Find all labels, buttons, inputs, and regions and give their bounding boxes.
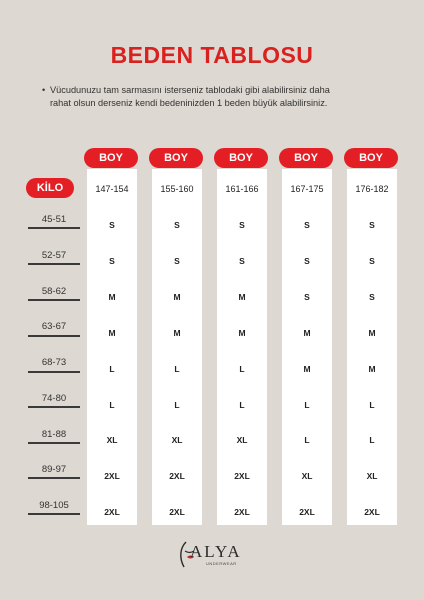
page-title: BEDEN TABLOSU (110, 42, 314, 68)
size-cell: S (369, 256, 375, 266)
size-cell: 2XL (169, 507, 185, 517)
kilo-underline (28, 299, 80, 301)
kilo-underline (28, 406, 80, 408)
size-cell: 2XL (234, 471, 250, 481)
bullet-icon: • (42, 85, 46, 95)
size-cell: XL (366, 471, 378, 481)
size-cell: M (368, 364, 376, 374)
boy-header: BOY (344, 148, 398, 168)
size-cell: L (369, 435, 375, 445)
kilo-range: 68-73 (41, 357, 67, 368)
size-cell: S (304, 292, 310, 302)
size-cell: L (239, 400, 245, 410)
kilo-range: 81-88 (41, 429, 67, 440)
kilo-range: 58-62 (41, 286, 67, 297)
size-cell: L (369, 400, 375, 410)
size-cell: L (304, 435, 310, 445)
size-cell: S (174, 220, 180, 230)
height-column (87, 169, 137, 525)
size-cell: XL (106, 435, 118, 445)
kilo-header: KİLO (26, 178, 74, 198)
brand-tagline: UNDERWEAR (206, 561, 237, 566)
size-cell: M (303, 364, 311, 374)
size-cell: L (174, 364, 180, 374)
height-column (217, 169, 267, 525)
boy-header: BOY (214, 148, 268, 168)
size-cell: L (239, 364, 245, 374)
kilo-underline (28, 263, 80, 265)
kilo-range: 74-80 (41, 393, 67, 404)
size-cell: XL (236, 435, 248, 445)
size-cell: XL (301, 471, 313, 481)
size-cell: M (303, 328, 311, 338)
boy-range: 155-160 (160, 184, 194, 194)
kilo-range: 98-105 (39, 500, 69, 511)
size-cell: 2XL (234, 507, 250, 517)
kilo-range: 63-67 (41, 321, 67, 332)
height-column (282, 169, 332, 525)
size-note-text: Vücudunuzu tam sarmasını isterseniz tablodaki gibi alabilirsiniz daha rahat olsun derseniz kendi bedeninizden 1 beden büyük alabilirsiniz. (50, 85, 330, 108)
size-cell: 2XL (169, 471, 185, 481)
size-cell: 2XL (299, 507, 315, 517)
kilo-underline (28, 227, 80, 229)
boy-range: 167-175 (290, 184, 324, 194)
size-cell: M (173, 292, 181, 302)
size-cell: S (174, 256, 180, 266)
size-cell: M (368, 328, 376, 338)
boy-header: BOY (84, 148, 138, 168)
size-cell: 2XL (104, 471, 120, 481)
size-cell: M (238, 328, 246, 338)
kilo-range: 52-57 (41, 250, 67, 261)
kilo-underline (28, 513, 80, 515)
boy-range: 176-182 (355, 184, 389, 194)
size-cell: M (238, 292, 246, 302)
brand-name: ALYA (190, 542, 242, 561)
size-cell: S (239, 256, 245, 266)
size-cell: S (304, 220, 310, 230)
height-column (152, 169, 202, 525)
boy-header: BOY (279, 148, 333, 168)
kilo-underline (28, 335, 80, 337)
boy-range: 161-166 (225, 184, 259, 194)
size-cell: L (109, 364, 115, 374)
kilo-underline (28, 442, 80, 444)
size-cell: XL (171, 435, 183, 445)
size-cell: 2XL (104, 507, 120, 517)
size-cell: 2XL (364, 507, 380, 517)
size-cell: S (239, 220, 245, 230)
kilo-range: 89-97 (41, 464, 67, 475)
boy-header: BOY (149, 148, 203, 168)
size-cell: S (369, 220, 375, 230)
kilo-underline (28, 371, 80, 373)
size-cell: M (108, 292, 116, 302)
kilo-underline (28, 477, 80, 479)
brand-logo (176, 540, 256, 570)
boy-range: 147-154 (95, 184, 129, 194)
size-note (42, 84, 350, 110)
size-cell: L (109, 400, 115, 410)
size-cell: S (369, 292, 375, 302)
size-cell: S (304, 256, 310, 266)
size-cell: S (109, 256, 115, 266)
size-cell: M (173, 328, 181, 338)
size-cell: L (304, 400, 310, 410)
size-cell: S (109, 220, 115, 230)
size-cell: L (174, 400, 180, 410)
kilo-range: 45-51 (41, 214, 67, 225)
height-column (347, 169, 397, 525)
size-cell: M (108, 328, 116, 338)
